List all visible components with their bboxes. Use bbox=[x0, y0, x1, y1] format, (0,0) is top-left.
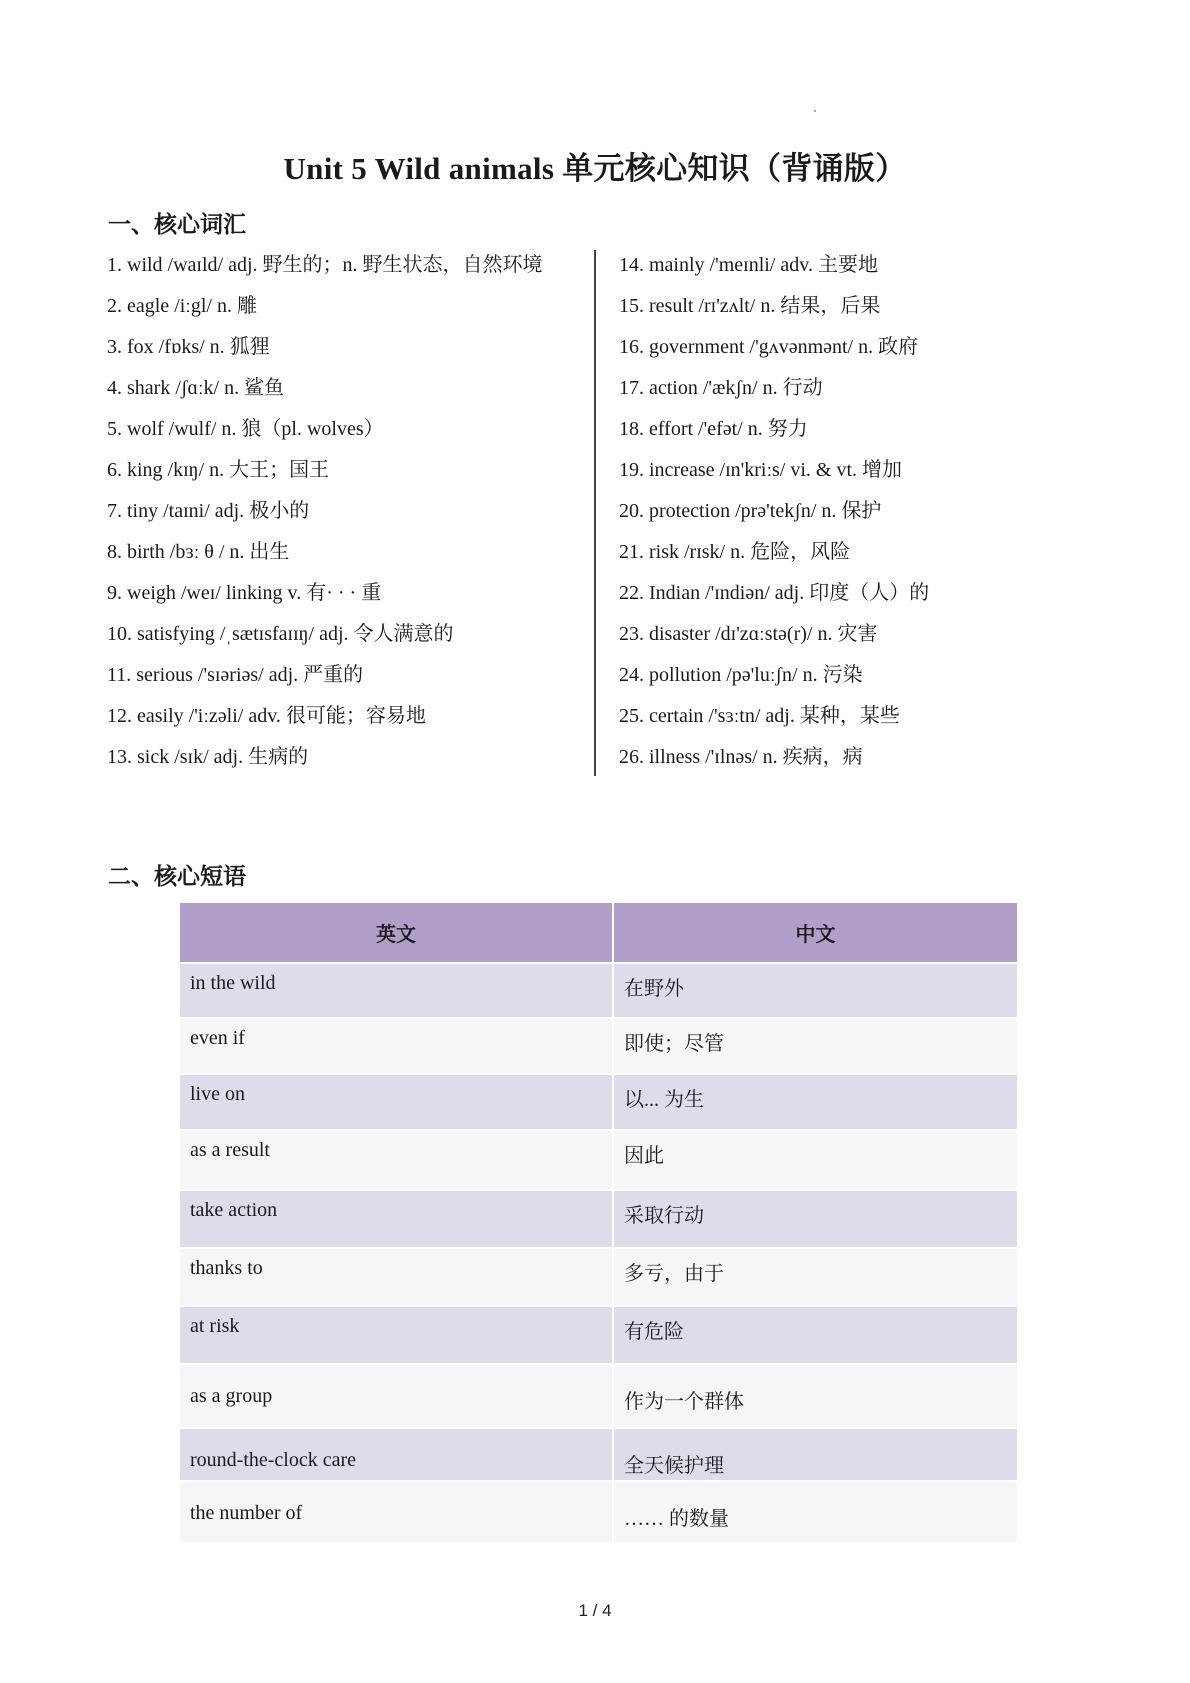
phrase-english: take action bbox=[180, 1189, 614, 1247]
phrase-english: the number of bbox=[180, 1480, 614, 1542]
vocab-item: 19. increase /ɪn'kriːs/ vi. & vt. 增加 bbox=[619, 459, 903, 481]
stray-dot bbox=[814, 110, 816, 112]
phrase-english: even if bbox=[180, 1017, 614, 1073]
vocab-item: 16. government /'gʌvənmənt/ n. 政府 bbox=[619, 336, 919, 358]
vocab-item: 25. certain /'sɜːtn/ adj. 某种，某些 bbox=[619, 705, 900, 727]
phrase-english: thanks to bbox=[180, 1247, 614, 1305]
vocab-item: 12. easily /'iːzəli/ adv. 很可能；容易地 bbox=[107, 705, 426, 727]
phrase-english: as a group bbox=[180, 1363, 614, 1427]
table-row bbox=[180, 1427, 1017, 1480]
phrase-chinese: 全天候护理 bbox=[614, 1427, 1017, 1480]
phrase-chinese: 作为一个群体 bbox=[614, 1363, 1017, 1427]
table-row bbox=[180, 1363, 1017, 1427]
vocab-item: 14. mainly /'meɪnli/ adv. 主要地 bbox=[619, 254, 878, 276]
phrase-chinese: 采取行动 bbox=[614, 1189, 1017, 1247]
phrase-english: round-the-clock care bbox=[180, 1427, 614, 1480]
vocab-item: 24. pollution /pə'luːʃn/ n. 污染 bbox=[619, 664, 863, 686]
vocabulary-column-left bbox=[107, 250, 587, 783]
phrase-chinese: …… 的数量 bbox=[614, 1480, 1017, 1542]
phrase-chinese: 在野外 bbox=[614, 962, 1017, 1017]
phrase-chinese: 多亏，由于 bbox=[614, 1247, 1017, 1305]
vocab-item: 17. action /'ækʃn/ n. 行动 bbox=[619, 377, 823, 399]
vocab-item: 2. eagle /iːgl/ n. 雕 bbox=[107, 295, 257, 317]
vocab-item: 9. weigh /weɪ/ linking v. 有· · · 重 bbox=[107, 582, 382, 604]
vocab-item: 22. Indian /'ɪndiən/ adj. 印度（人）的 bbox=[619, 582, 930, 604]
column-header-chinese: 中文 bbox=[614, 903, 1017, 962]
vocab-item: 1. wild /waɪld/ adj. 野生的；n. 野生状态，自然环境 bbox=[107, 254, 543, 276]
table-row bbox=[180, 1480, 1017, 1542]
table-row bbox=[180, 1017, 1017, 1073]
phrase-english: as a result bbox=[180, 1129, 614, 1189]
vocab-item: 10. satisfying /ˌsætɪsfaɪɪŋ/ adj. 令人满意的 bbox=[107, 623, 454, 645]
vocab-item: 13. sick /sɪk/ adj. 生病的 bbox=[107, 746, 309, 768]
vocab-item: 15. result /rɪ'zʌlt/ n. 结果，后果 bbox=[619, 295, 881, 317]
table-row bbox=[180, 1305, 1017, 1363]
table-row bbox=[180, 962, 1017, 1017]
section-heading-phrases: 二、核心短语 bbox=[108, 864, 246, 890]
phrase-chinese: 即使；尽管 bbox=[614, 1017, 1017, 1073]
table-row bbox=[180, 1247, 1017, 1305]
table-row bbox=[180, 1129, 1017, 1189]
phrase-table bbox=[180, 903, 1017, 1542]
table-header-row bbox=[180, 903, 1017, 962]
vocab-item: 7. tiny /taɪni/ adj. 极小的 bbox=[107, 500, 310, 522]
vocab-item: 26. illness /'ɪlnəs/ n. 疾病，病 bbox=[619, 746, 863, 768]
vocab-item: 3. fox /fɒks/ n. 狐狸 bbox=[107, 336, 270, 358]
phrase-chinese: 因此 bbox=[614, 1129, 1017, 1189]
vocab-item: 4. shark /ʃɑːk/ n. 鲨鱼 bbox=[107, 377, 285, 399]
vocab-item: 20. protection /prə'tekʃn/ n. 保护 bbox=[619, 500, 882, 522]
vocab-item: 21. risk /rɪsk/ n. 危险，风险 bbox=[619, 541, 851, 563]
phrase-chinese: 以... 为生 bbox=[614, 1073, 1017, 1129]
vocabulary-list bbox=[107, 250, 987, 776]
vocabulary-column-right bbox=[619, 250, 999, 783]
vocab-item: 6. king /kɪŋ/ n. 大王；国王 bbox=[107, 459, 330, 481]
page-number: 1 / 4 bbox=[578, 1601, 612, 1620]
column-header-english: 英文 bbox=[180, 903, 614, 962]
phrase-english: in the wild bbox=[180, 962, 614, 1017]
vocab-item: 5. wolf /wulf/ n. 狼（pl. wolves） bbox=[107, 418, 384, 440]
vocab-item: 8. birth /bɜː θ / n. 出生 bbox=[107, 541, 290, 563]
page-title: Unit 5 Wild animals 单元核心知识（背诵版） bbox=[283, 151, 907, 186]
vocab-item: 23. disaster /dɪ'zɑːstə(r)/ n. 灾害 bbox=[619, 623, 878, 645]
phrase-english: live on bbox=[180, 1073, 614, 1129]
column-divider bbox=[594, 250, 596, 776]
section-heading-vocabulary: 一、核心词汇 bbox=[108, 212, 246, 238]
table-row bbox=[180, 1189, 1017, 1247]
vocab-item: 11. serious /'sɪəriəs/ adj. 严重的 bbox=[107, 664, 364, 686]
vocab-item: 18. effort /'efət/ n. 努力 bbox=[619, 418, 808, 440]
phrase-chinese: 有危险 bbox=[614, 1305, 1017, 1363]
table-row bbox=[180, 1073, 1017, 1129]
phrase-english: at risk bbox=[180, 1305, 614, 1363]
